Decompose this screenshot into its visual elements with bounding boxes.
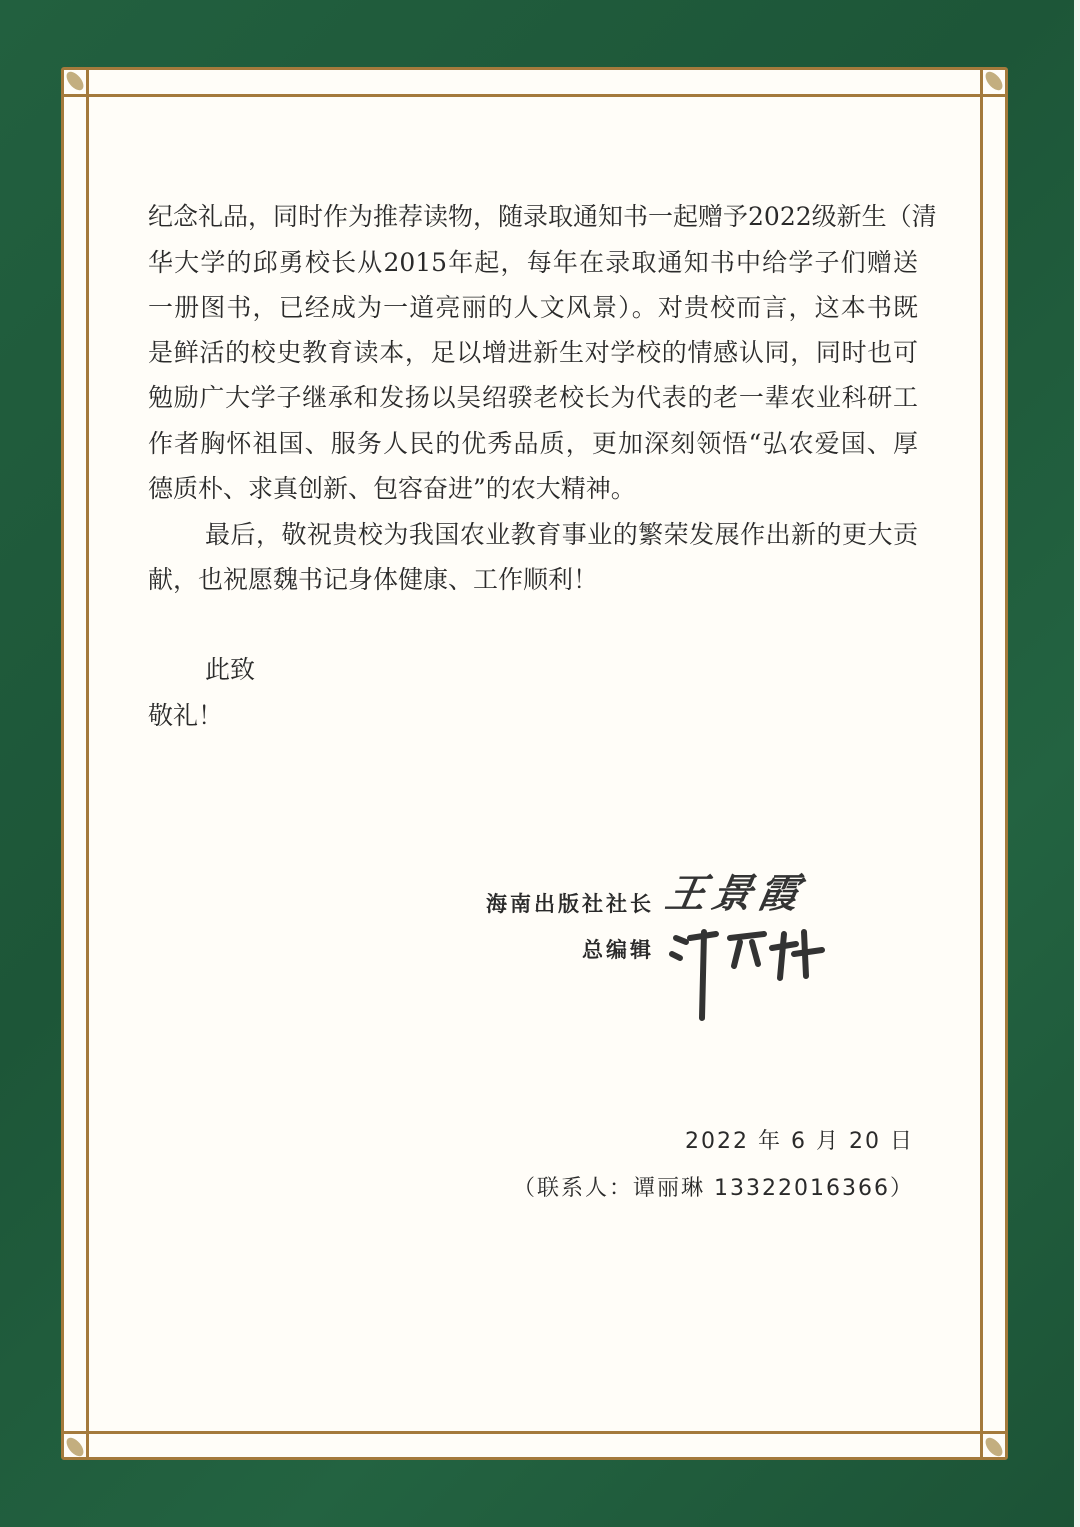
signer-1-signature: 王景霞 [661,871,809,917]
body-line: 一册图书，已经成为一道亮丽的人文风景）。对贵校而言，这本书既 [148,293,918,322]
body-line: 是鲜活的校史教育读本，足以增进新生对学校的情感认同，同时也可 [148,338,918,367]
frame-line-top [61,94,1008,97]
body-line: 勉励广大学子继承和发扬以吴绍骙老校长为代表的老一辈农业科研工 [148,383,918,412]
letter-date: 2022 年 6 月 20 日 [685,1129,914,1154]
salutation-1: 此致 [205,655,256,684]
body-line: 纪念礼品，同时作为推荐读物，随录取通知书一起赠予2022级新生（清 [148,202,937,231]
salutation-2: 敬礼！ [148,701,224,730]
handwritten-signature [660,868,850,1028]
signer-2-title: 总编辑 [582,937,654,962]
body-line: 华大学的邱勇校长从2015年起，每年在录取通知书中给学子们赠送 [148,248,918,277]
frame-line-right [980,67,983,1460]
frame-line-left [86,67,89,1460]
scan-edge [1074,0,1080,1527]
closing-line: 最后，敬祝贵校为我国农业教育事业的繁荣发展作出新的更大贡 [205,520,918,549]
body-line: 德质朴、求真创新、包容奋进”的农大精神。 [148,474,636,503]
contact-info: （联系人：谭丽琳 13322016366） [513,1176,914,1201]
closing-line: 献，也祝愿魏书记身体健康、工作顺利！ [148,565,599,594]
frame-line-bottom [61,1431,1008,1434]
body-line: 作者胸怀祖国、服务人民的优秀品质，更加深刻领悟“弘农爱国、厚 [148,429,918,458]
signer-1-title: 海南出版社社长 [486,891,654,916]
